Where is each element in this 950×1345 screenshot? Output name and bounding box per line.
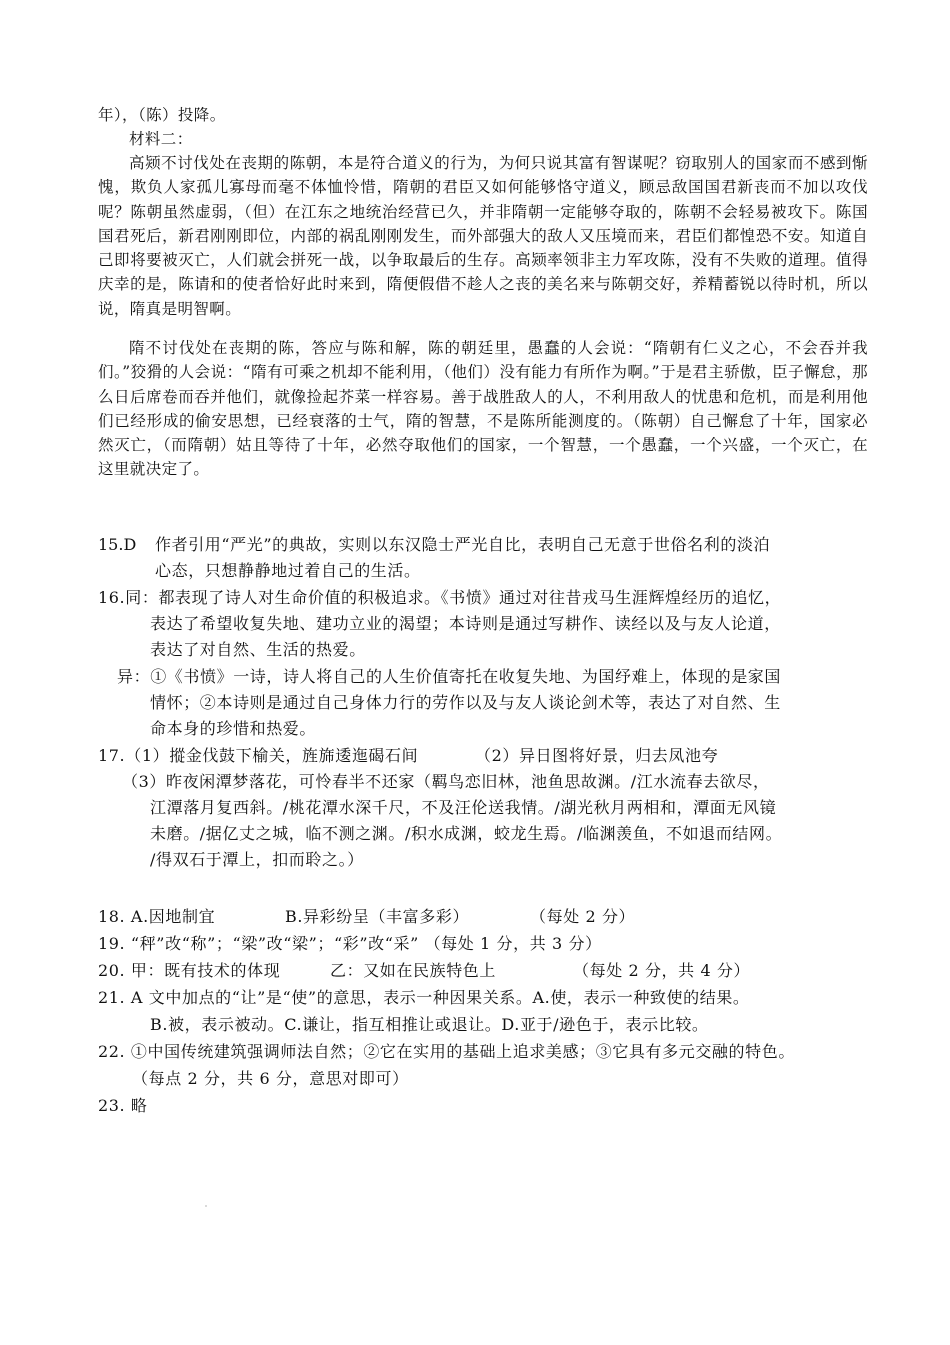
q20-answer-a: 20. 甲：既有技术的体现	[98, 961, 281, 980]
q21-answer-line-1: 21. A 文中加点的“让”是“使”的意思，表示一种因果关系。A.使，表示一种致使的结果。	[98, 988, 750, 1007]
q17-part-3-line-3: 未磨。/据亿丈之城，临不测之渊。/积水成渊，蛟龙生焉。/临渊羡鱼，不如退而结网。	[150, 824, 783, 843]
material-two-label: 材料二：	[129, 130, 193, 148]
q23-answer: 23. 略	[98, 1096, 148, 1115]
q22-answer-line-2: （每点 2 分，共 6 分，意思对即可）	[132, 1069, 409, 1088]
q18-answer-a: 18. A.因地制宜	[98, 907, 216, 926]
q18-answer-b: B.异彩纷呈（丰富多彩）	[285, 907, 470, 926]
q19-answer: 19. “秤”改“称”；“梁”改“梁”；“彩”改“采” （每处 1 分，共 3 分）	[98, 934, 602, 953]
q17-part-2: （2）异日图将好景，归去凤池夸	[475, 746, 719, 765]
q16-same-line-2: 表达了希望收复失地、建功立业的渴望；本诗则是通过写耕作、读经以及与友人论道，	[150, 614, 781, 633]
q16-diff-line-3: 命本身的珍惜和热爱。	[150, 719, 317, 738]
q17-part-3-line-1: （3）昨夜闲潭梦落花，可怜春半不还家（羁鸟恋旧林，池鱼思故渊。/江水流春去欲尽，	[122, 772, 770, 791]
q22-answer-line-1: 22. ①中国传统建筑强调师法自然；②它在实用的基础上追求美感；③它具有多元交融的特色。	[98, 1042, 795, 1061]
q16-diff-line-1: 异：①《书愤》一诗，诗人将自己的人生价值寄托在收复失地、为国纾难上，体现的是家国	[117, 667, 782, 686]
scan-dot	[205, 1205, 207, 1207]
q17-part-3-line-4: /得双石于潭上，扣而聆之。）	[150, 850, 364, 869]
q16-diff-line-2: 情怀；②本诗则是通过自己身体力行的劳作以及与友人谈论剑术等，表达了对自然、生	[150, 693, 781, 712]
q17-part-3-line-2: 江潭落月复西斜。/桃花潭水深千尺，不及汪伦送我情。/湖光秋月两相和，潭面无风镜	[150, 798, 777, 817]
q20-answer-b: 乙：又如在民族特色上	[330, 961, 497, 980]
material-two-paragraph-2: 隋不讨伐处在丧期的陈，答应与陈和解，陈的朝廷里，愚蠢的人会说：“隋朝有仁义之心，不会吞并我们。”狡猾的人会说：“隋有可乘之机却不能利用，（他们）没有能力有所作为啊。”于是君主骄傲，臣子懈怠，那么日后席卷而吞并他们，就像捡起芥菜一样容易。善于战胜敌人的人，不利用敌人的忧患和危机，而是利用他们已经形成的偷安思想，已经衰落的士气，隋的智慧，不是陈所能测度的。（陈朝）自己懈怠了十年，国家必然灭亡，（而隋朝）姑且等待了十年，必然夺取他们的国家，一个智慧，一个愚蠢，一个兴盛，一个灭亡，在这里就决定了。	[98, 339, 868, 479]
q16-same-line-1: 16.同：都表现了诗人对生命价值的积极追求。《书愤》通过对往昔戎马生涯辉煌经历的追忆，	[98, 588, 782, 607]
q17-part-1: 17.（1）摐金伐鼓下榆关，旌旆逶迤碣石间	[98, 746, 419, 765]
q15-number: 15.D	[98, 535, 137, 554]
material-line-0: 年），（陈）投降。	[98, 106, 226, 124]
q18-score: （每处 2 分）	[530, 907, 636, 926]
q16-same-line-3: 表达了对自然、生活的热爱。	[150, 640, 366, 659]
q15-answer-line-2: 心态，只想静静地过着自己的生活。	[155, 561, 421, 580]
material-two-paragraph-1: 高颎不讨伐处在丧期的陈朝，本是符合道义的行为，为何只说其富有智谋呢？窃取别人的国家而不感到惭愧，欺负人家孤儿寡母而毫不体恤怜惜，隋朝的君臣又如何能够恪守道义，顾忌敌国国君新丧而不加以攻伐呢？陈朝虽然虚弱，（但）在江东之地统治经营已久，并非隋朝一定能够夺取的，陈朝不会轻易被攻下。陈国国君死后，新君刚刚即位，内部的祸乱刚刚发生，而外部强大的敌人又压境而来，君臣们都惶恐不安。知道自己即将要被灭亡，人们就会拼死一战，以争取最后的生存。高颎率领非主力军攻陈，没有不失败的道理。值得庆幸的是，陈请和的使者恰好此时来到，隋便假借不趁人之丧的美名来与陈朝交好，养精蓄锐以待时机，所以说，隋真是明智啊。	[98, 154, 868, 318]
q20-score: （每处 2 分，共 4 分）	[573, 961, 751, 980]
q15-answer-line-1: 作者引用“严光”的典故，实则以东汉隐士严光自比，表明自己无意于世俗名利的淡泊	[155, 535, 771, 554]
q21-answer-line-2: B.被，表示被动。C.谦让，指互相推让或退让。D.亚于/逊色于，表示比较。	[150, 1015, 709, 1034]
